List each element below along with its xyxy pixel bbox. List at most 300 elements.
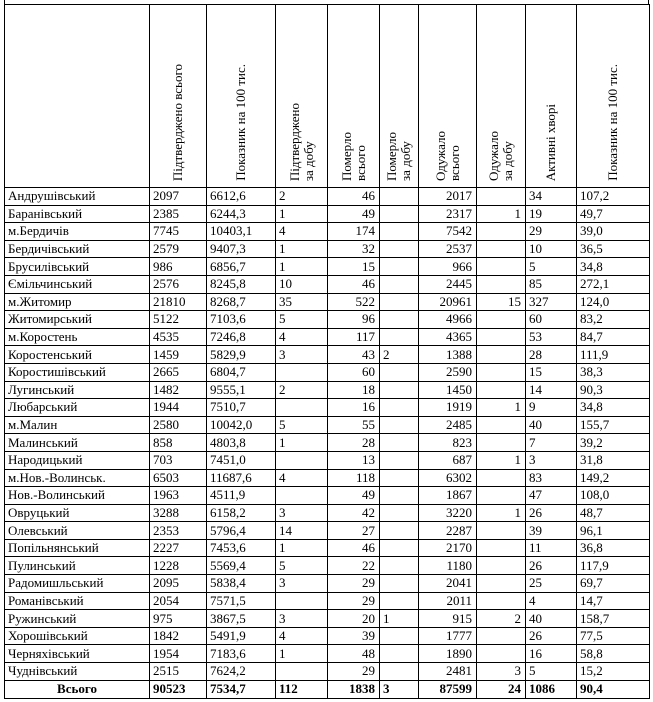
district-name: м.Коростень [5, 328, 150, 346]
cell-col-1: 703 [150, 451, 207, 469]
cell-col-1: 2579 [150, 240, 207, 258]
district-name: Андрушівський [5, 188, 150, 206]
cell-col-8: 26 [526, 504, 577, 522]
cell-col-6: 1890 [419, 645, 477, 663]
cell-col-3: 3 [276, 610, 328, 628]
cell-col-4: 32 [328, 240, 380, 258]
cell-col-2: 7453,6 [207, 539, 276, 557]
cell-col-6: 1919 [419, 399, 477, 417]
cell-col-6: 2481 [419, 663, 477, 681]
cell-col-7: 1 [477, 399, 526, 417]
cell-col-6: 2287 [419, 522, 477, 540]
cell-col-6: 2170 [419, 539, 477, 557]
cell-col-5 [380, 451, 419, 469]
header-col-9 [577, 5, 650, 188]
cell-col-5 [380, 416, 419, 434]
header-label: Показник на 100 тис. [233, 64, 248, 181]
header-label: Підтверджено всього [170, 63, 185, 181]
table-row [5, 557, 650, 575]
cell-col-9: 158,7 [577, 610, 650, 628]
cell-col-6: 2537 [419, 240, 477, 258]
cell-col-8: 7 [526, 434, 577, 452]
cell-col-7 [477, 346, 526, 364]
cell-col-7: 1 [477, 205, 526, 223]
cell-col-7: 15 [477, 293, 526, 311]
cell-col-9: 14,7 [577, 592, 650, 610]
cell-col-8: 15 [526, 363, 577, 381]
cell-col-7 [477, 416, 526, 434]
cell-col-8: 5 [526, 258, 577, 276]
table-row [5, 504, 650, 522]
header-col-3 [276, 5, 328, 188]
cell-col-5 [380, 627, 419, 645]
table-row [5, 328, 650, 346]
cell-col-1: 3288 [150, 504, 207, 522]
district-name: Коростенський [5, 346, 150, 364]
table-row [5, 240, 650, 258]
cell-col-6: 2485 [419, 416, 477, 434]
cell-col-9: 36,5 [577, 240, 650, 258]
header-label: Одужало всього [432, 130, 462, 181]
cell-col-4: 522 [328, 293, 380, 311]
cell-col-4: 16 [328, 399, 380, 417]
cell-col-9: 111,9 [577, 346, 650, 364]
cell-col-3: 2 [276, 188, 328, 206]
cell-col-8: 60 [526, 311, 577, 329]
cell-col-4: 46 [328, 539, 380, 557]
cell-col-3 [276, 363, 328, 381]
cell-col-4: 29 [328, 592, 380, 610]
cell-col-6: 915 [419, 610, 477, 628]
cell-col-8: 5 [526, 663, 577, 681]
cell-col-6: 2590 [419, 363, 477, 381]
cell-col-2: 10403,1 [207, 223, 276, 241]
cell-col-6: 3220 [419, 504, 477, 522]
cell-col-6: 2041 [419, 575, 477, 593]
total-col-8: 1086 [526, 680, 577, 698]
cell-col-3: 2 [276, 381, 328, 399]
cell-col-7 [477, 645, 526, 663]
cell-col-2: 5491,9 [207, 627, 276, 645]
cell-col-2: 7246,8 [207, 328, 276, 346]
cell-col-1: 2227 [150, 539, 207, 557]
cell-col-4: 96 [328, 311, 380, 329]
cell-col-1: 2054 [150, 592, 207, 610]
table-row [5, 399, 650, 417]
header-district [5, 5, 150, 188]
cell-col-7: 1 [477, 504, 526, 522]
table-row [5, 487, 650, 505]
cell-col-9: 84,7 [577, 328, 650, 346]
cell-col-8: 4 [526, 592, 577, 610]
district-name: Житомирський [5, 311, 150, 329]
cell-col-1: 2515 [150, 663, 207, 681]
cell-col-2: 3867,5 [207, 610, 276, 628]
cell-col-5 [380, 663, 419, 681]
cell-col-1: 2580 [150, 416, 207, 434]
header-label: Активні хворі [543, 103, 558, 181]
district-name: Бердичівський [5, 240, 150, 258]
cell-col-8: 14 [526, 381, 577, 399]
table-row [5, 258, 650, 276]
cell-col-8: 3 [526, 451, 577, 469]
cell-col-6: 1777 [419, 627, 477, 645]
district-name: Любарський [5, 399, 150, 417]
cell-col-4: 22 [328, 557, 380, 575]
cell-col-3 [276, 399, 328, 417]
cell-col-7 [477, 469, 526, 487]
cell-col-3: 1 [276, 258, 328, 276]
cell-col-6: 2445 [419, 275, 477, 293]
cell-col-3: 3 [276, 575, 328, 593]
cell-col-1: 986 [150, 258, 207, 276]
cell-col-7: 2 [477, 610, 526, 628]
district-name: Народицький [5, 451, 150, 469]
cell-col-8: 47 [526, 487, 577, 505]
cell-col-5 [380, 522, 419, 540]
table-row [5, 275, 650, 293]
cell-col-8: 26 [526, 557, 577, 575]
total-label: Всього [5, 680, 150, 698]
cell-col-9: 69,7 [577, 575, 650, 593]
cell-col-9: 272,1 [577, 275, 650, 293]
table-row [5, 451, 650, 469]
cell-col-9: 48,7 [577, 504, 650, 522]
district-name: Лугинський [5, 381, 150, 399]
total-col-6: 87599 [419, 680, 477, 698]
table-row [5, 522, 650, 540]
cell-col-2: 8245,8 [207, 275, 276, 293]
cell-col-9: 96,1 [577, 522, 650, 540]
cell-col-6: 20961 [419, 293, 477, 311]
cell-col-9: 39,2 [577, 434, 650, 452]
cell-col-2: 7103,6 [207, 311, 276, 329]
cell-col-2: 5796,4 [207, 522, 276, 540]
table-body [5, 188, 650, 699]
cell-col-7 [477, 557, 526, 575]
cell-col-9: 117,9 [577, 557, 650, 575]
district-name: Радомишльський [5, 575, 150, 593]
district-name: Ружинський [5, 610, 150, 628]
cell-col-3: 1 [276, 539, 328, 557]
cell-col-7 [477, 275, 526, 293]
cell-col-5 [380, 399, 419, 417]
district-name: Черняхівський [5, 645, 150, 663]
cell-col-6: 1180 [419, 557, 477, 575]
cell-col-5 [380, 381, 419, 399]
table-row [5, 575, 650, 593]
cell-col-4: 39 [328, 627, 380, 645]
cell-col-3 [276, 592, 328, 610]
cell-col-4: 28 [328, 434, 380, 452]
cell-col-8: 53 [526, 328, 577, 346]
cell-col-6: 2017 [419, 188, 477, 206]
cell-col-5 [380, 328, 419, 346]
table-row [5, 416, 650, 434]
header-col-6 [419, 5, 477, 188]
cell-col-1: 2095 [150, 575, 207, 593]
cell-col-6: 823 [419, 434, 477, 452]
cell-col-8: 83 [526, 469, 577, 487]
cell-col-1: 1482 [150, 381, 207, 399]
cell-col-5 [380, 363, 419, 381]
header-label: Померло всього [338, 132, 368, 181]
cell-col-6: 4365 [419, 328, 477, 346]
cell-col-4: 27 [328, 522, 380, 540]
cell-col-4: 42 [328, 504, 380, 522]
cell-col-1: 2353 [150, 522, 207, 540]
cell-col-2: 6856,7 [207, 258, 276, 276]
district-name: Пулинський [5, 557, 150, 575]
cell-col-8: 16 [526, 645, 577, 663]
cell-col-1: 2576 [150, 275, 207, 293]
cell-col-5 [380, 504, 419, 522]
covid-statistics-table [4, 4, 650, 699]
cell-col-2: 9555,1 [207, 381, 276, 399]
cell-col-9: 49,7 [577, 205, 650, 223]
cell-col-2: 6158,2 [207, 504, 276, 522]
cell-col-8: 34 [526, 188, 577, 206]
table-row [5, 627, 650, 645]
cell-col-8: 28 [526, 346, 577, 364]
cell-col-3: 35 [276, 293, 328, 311]
cell-col-3: 5 [276, 311, 328, 329]
header-col-5 [380, 5, 419, 188]
cell-col-7 [477, 311, 526, 329]
cell-col-6: 7542 [419, 223, 477, 241]
header-row [5, 5, 650, 188]
cell-col-6: 1867 [419, 487, 477, 505]
cell-col-9: 39,0 [577, 223, 650, 241]
table-row [5, 381, 650, 399]
cell-col-7 [477, 627, 526, 645]
cell-col-2: 5569,4 [207, 557, 276, 575]
header-col-1 [150, 5, 207, 188]
cell-col-3: 4 [276, 627, 328, 645]
header-col-2 [207, 5, 276, 188]
header-label: Померло за добу [384, 132, 413, 181]
cell-col-9: 83,2 [577, 311, 650, 329]
cell-col-1: 6503 [150, 469, 207, 487]
district-name: м.Бердичів [5, 223, 150, 241]
table-row [5, 188, 650, 206]
cell-col-9: 155,7 [577, 416, 650, 434]
cell-col-2: 4511,9 [207, 487, 276, 505]
cell-col-8: 9 [526, 399, 577, 417]
cell-col-4: 117 [328, 328, 380, 346]
cell-col-8: 40 [526, 610, 577, 628]
cell-col-4: 49 [328, 205, 380, 223]
cell-col-4: 43 [328, 346, 380, 364]
cell-col-3: 1 [276, 434, 328, 452]
cell-col-8: 10 [526, 240, 577, 258]
cell-col-8: 85 [526, 275, 577, 293]
cell-col-9: 31,8 [577, 451, 650, 469]
cell-col-8: 19 [526, 205, 577, 223]
table-row [5, 592, 650, 610]
cell-col-7 [477, 258, 526, 276]
cell-col-3: 10 [276, 275, 328, 293]
cell-col-9: 58,8 [577, 645, 650, 663]
cell-col-5 [380, 205, 419, 223]
table-row [5, 645, 650, 663]
district-name: Олевський [5, 522, 150, 540]
cell-col-9: 124,0 [577, 293, 650, 311]
cell-col-7 [477, 539, 526, 557]
cell-col-4: 174 [328, 223, 380, 241]
cell-col-5 [380, 434, 419, 452]
table-row [5, 363, 650, 381]
cell-col-3: 4 [276, 223, 328, 241]
cell-col-1: 1842 [150, 627, 207, 645]
cell-col-5: 2 [380, 346, 419, 364]
cell-col-5 [380, 592, 419, 610]
cell-col-7: 1 [477, 451, 526, 469]
cell-col-6: 6302 [419, 469, 477, 487]
cell-col-5 [380, 258, 419, 276]
cell-col-7 [477, 575, 526, 593]
cell-col-3: 1 [276, 205, 328, 223]
table-row [5, 610, 650, 628]
table-row [5, 469, 650, 487]
cell-col-1: 1459 [150, 346, 207, 364]
cell-col-2: 7624,2 [207, 663, 276, 681]
district-name: Малинський [5, 434, 150, 452]
cell-col-2: 7183,6 [207, 645, 276, 663]
cell-col-7 [477, 188, 526, 206]
cell-col-5 [380, 275, 419, 293]
cell-col-9: 34,8 [577, 399, 650, 417]
cell-col-8: 39 [526, 522, 577, 540]
district-name: Баранівський [5, 205, 150, 223]
cell-col-9: 77,5 [577, 627, 650, 645]
cell-col-4: 15 [328, 258, 380, 276]
cell-col-8: 11 [526, 539, 577, 557]
cell-col-3: 3 [276, 346, 328, 364]
district-name: Хорошівський [5, 627, 150, 645]
cell-col-1: 21810 [150, 293, 207, 311]
cell-col-9: 108,0 [577, 487, 650, 505]
table-row [5, 346, 650, 364]
cell-col-2: 11687,6 [207, 469, 276, 487]
cell-col-1: 1963 [150, 487, 207, 505]
cell-col-7 [477, 434, 526, 452]
district-name: Нов.-Волинський [5, 487, 150, 505]
cell-col-6: 1388 [419, 346, 477, 364]
cell-col-6: 4966 [419, 311, 477, 329]
cell-col-3: 4 [276, 328, 328, 346]
cell-col-5 [380, 539, 419, 557]
cell-col-5 [380, 223, 419, 241]
total-col-2: 7534,7 [207, 680, 276, 698]
cell-col-4: 18 [328, 381, 380, 399]
cell-col-7 [477, 223, 526, 241]
district-name: м.Малин [5, 416, 150, 434]
cell-col-2: 4803,8 [207, 434, 276, 452]
cell-col-3 [276, 663, 328, 681]
total-col-7: 24 [477, 680, 526, 698]
cell-col-7 [477, 381, 526, 399]
cell-col-9: 38,3 [577, 363, 650, 381]
cell-col-3: 1 [276, 645, 328, 663]
cell-col-8: 40 [526, 416, 577, 434]
table-row [5, 293, 650, 311]
header-label: Показник на 100 тис. [605, 64, 620, 181]
cell-col-6: 1450 [419, 381, 477, 399]
table-row [5, 539, 650, 557]
district-name: Коростишівський [5, 363, 150, 381]
cell-col-4: 60 [328, 363, 380, 381]
cell-col-5 [380, 188, 419, 206]
cell-col-4: 55 [328, 416, 380, 434]
cell-col-4: 48 [328, 645, 380, 663]
cell-col-4: 118 [328, 469, 380, 487]
table-row [5, 663, 650, 681]
cell-col-7 [477, 240, 526, 258]
cell-col-7 [477, 522, 526, 540]
cell-col-9: 149,2 [577, 469, 650, 487]
cell-col-1: 1954 [150, 645, 207, 663]
total-col-5: 3 [380, 680, 419, 698]
cell-col-5 [380, 575, 419, 593]
cell-col-6: 687 [419, 451, 477, 469]
cell-col-4: 46 [328, 275, 380, 293]
cell-col-9: 90,3 [577, 381, 650, 399]
cell-col-1: 975 [150, 610, 207, 628]
cell-col-2: 9407,3 [207, 240, 276, 258]
cell-col-1: 2665 [150, 363, 207, 381]
cell-col-1: 858 [150, 434, 207, 452]
cell-col-3: 5 [276, 557, 328, 575]
cell-col-2: 6612,6 [207, 188, 276, 206]
cell-col-2: 7571,5 [207, 592, 276, 610]
cell-col-8: 29 [526, 223, 577, 241]
cell-col-4: 20 [328, 610, 380, 628]
total-col-1: 90523 [150, 680, 207, 698]
cell-col-2: 8268,7 [207, 293, 276, 311]
district-name: Попільнянський [5, 539, 150, 557]
cell-col-1: 4535 [150, 328, 207, 346]
cell-col-2: 5829,9 [207, 346, 276, 364]
cell-col-3 [276, 451, 328, 469]
district-name: м.Нов.-Волинськ. [5, 469, 150, 487]
total-row [5, 680, 650, 698]
cell-col-6: 2317 [419, 205, 477, 223]
cell-col-1: 1944 [150, 399, 207, 417]
cell-col-9: 34,8 [577, 258, 650, 276]
cell-col-3: 14 [276, 522, 328, 540]
cell-col-1: 1228 [150, 557, 207, 575]
table-row [5, 434, 650, 452]
cell-col-1: 7745 [150, 223, 207, 241]
cell-col-4: 29 [328, 663, 380, 681]
cell-col-2: 10042,0 [207, 416, 276, 434]
cell-col-3 [276, 487, 328, 505]
cell-col-2: 6244,3 [207, 205, 276, 223]
cell-col-6: 2011 [419, 592, 477, 610]
cell-col-1: 5122 [150, 311, 207, 329]
cell-col-5: 1 [380, 610, 419, 628]
total-col-4: 1838 [328, 680, 380, 698]
cell-col-8: 25 [526, 575, 577, 593]
table-row [5, 223, 650, 241]
header-col-7 [477, 5, 526, 188]
cell-col-1: 2385 [150, 205, 207, 223]
district-name: Брусилівський [5, 258, 150, 276]
table-row [5, 205, 650, 223]
cell-col-6: 966 [419, 258, 477, 276]
district-name: м.Житомир [5, 293, 150, 311]
